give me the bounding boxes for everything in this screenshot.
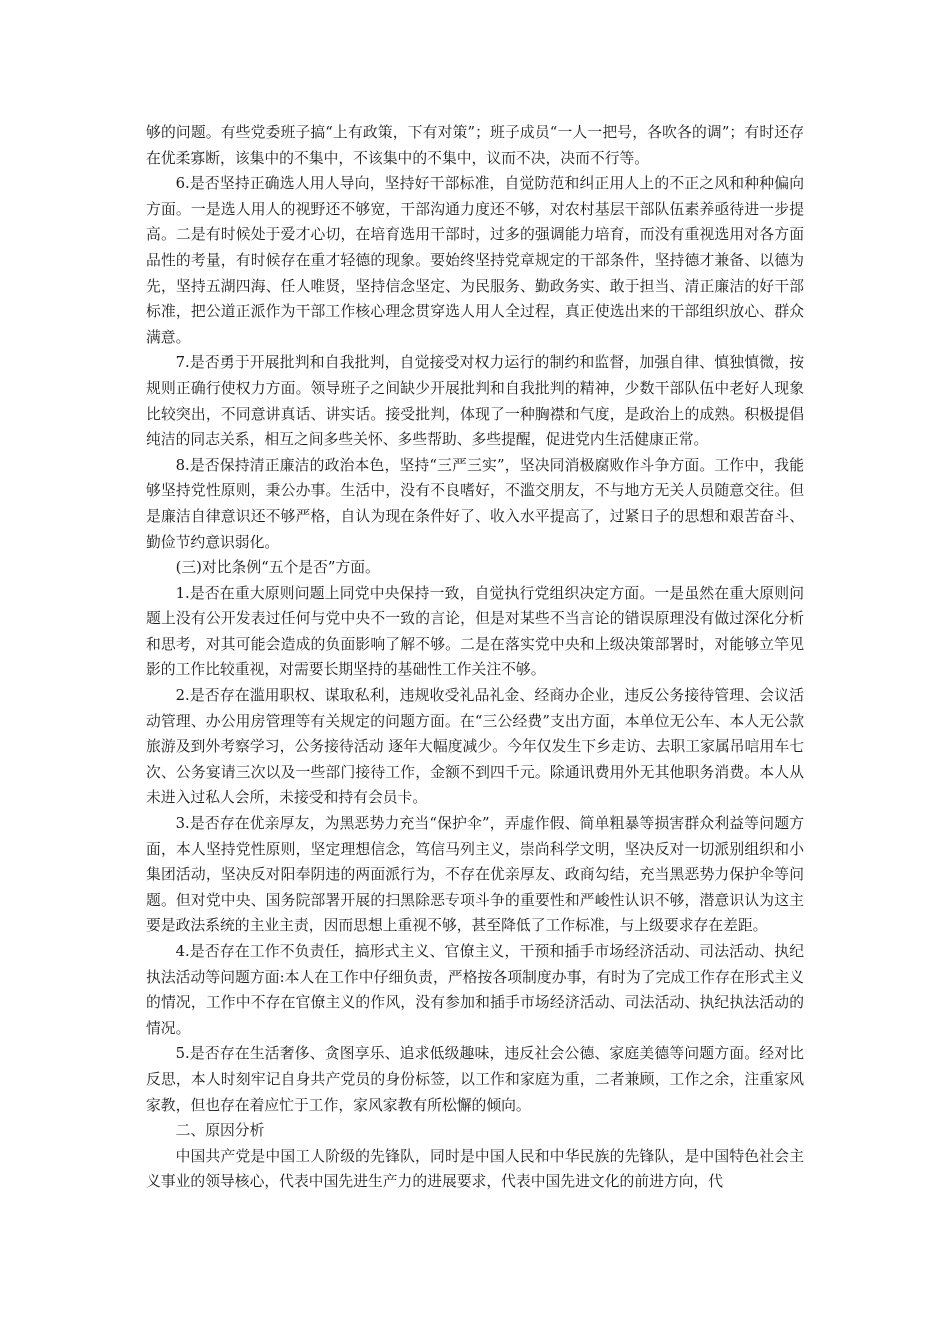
paragraph-item-8: 8.是否保持清正廉洁的政治本色，坚持“三严三实”，坚决同消极腐败作斗争方面。工作中，我能够坚持党性原则，秉公办事。生活中，没有不良嗜好，不滥交朋友，不与地方无关人员随意交往。但是廉洁自律意识还不够严格，自认为现在条件好了、收入水平提高了，过紧日子的思想和艰苦奋斗、勤俭节约意识弱化。 bbox=[146, 456, 804, 551]
document-body bbox=[146, 120, 804, 1195]
paragraph-cause-analysis: 中国共产党是中国工人阶级的先锋队，同时是中国人民和中华民族的先锋队，是中国特色社会主义事业的领导核心，代表中国先进生产力的进展要求，代表中国先进文化的前进方向，代 bbox=[146, 1147, 804, 1191]
paragraph-item-2: 2.是否存在滥用职权、谋取私利，违规收受礼品礼金、经商办企业，违反公务接待管理、会议活动管理、办公用房管理等有关规定的问题方面。在“三公经费”支出方面，本单位无公车、本人无公款旅游及到外考察学习，公务接待活动 逐年大幅度减少。今年仅发生下乡走访、去职工家属吊唁用车七次、公务宴请三次以及一些部门接待工作，金额不到四千元。除通讯费用外无其他职务消费。本人从未进入过私人会所，未接受和持有会员卡。 bbox=[146, 687, 804, 807]
section-heading-three: (三)对比条例“五个是否”方面。 bbox=[175, 559, 380, 577]
paragraph-item-5: 5.是否存在生活奢侈、贪图享乐、追求低级趣味，违反社会公德、家庭美德等问题方面。经对比反思，本人时刻牢记自身共产党员的身份标签，以工作和家庭为重，二者兼顾，工作之余，注重家风家教，但也存在着应忙于工作，家风家教有所松懈的倾向。 bbox=[146, 1045, 804, 1114]
paragraph-continuation: 够的问题。有些党委班子搞“上有政策，下有对策”；班子成员“一人一把号，各吹各的调”；有时还存在优柔寡断，该集中的不集中，不该集中的不集中，议而不决，决而不行等。 bbox=[146, 124, 804, 167]
paragraph-item-1: 1.是否在重大原则问题上同党中央保持一致，自觉执行党组织决定方面。一是虽然在重大原则问题上没有公开发表过任何与党中央不一致的言论，但是对某些不当言论的错误原理没有做过深化分析和思考，对其可能会造成的负面影响了解不够。二是在落实党中央和上级决策部署时，对能够立竿见影的工作比较重视，对需要长期坚持的基础性工作关注不够。 bbox=[146, 584, 804, 679]
paragraph-item-4: 4.是否存在工作不负责任，搞形式主义、官僚主义，干预和插手市场经济活动、司法活动、执纪执法活动等问题方面:本人在工作中仔细负责，严格按各项制度办事，有时为了完成工作存在形式主义的情况，工作中不存在官僚主义的作风，没有参加和插手市场经济活动、司法活动、执纪执法活动的情况。 bbox=[146, 943, 804, 1037]
section-heading-cause-analysis: 二、原因分析 bbox=[175, 1122, 265, 1140]
paragraph-item-7: 7.是否勇于开展批判和自我批判，自觉接受对权力运行的制约和监督，加强自律、慎独慎微，按规则正确行使权力方面。领导班子之间缺少开展批判和自我批判的精神，少数干部队伍中老好人现象比较突出，不同意讲真话、讲实话。接受批判，体现了一种胸襟和气度，是政治上的成熟。积极提倡纯洁的同志关系，相互之间多些关怀、多些帮助、多些提醒，促进党内生活健康正常。 bbox=[146, 354, 804, 449]
paragraph-item-3: 3.是否存在优亲厚友，为黑恶势力充当“保护伞”，弄虚作假、简单粗暴等损害群众利益等问题方面，本人坚持党性原则，坚定理想信念，笃信马列主义，崇尚科学文明，坚决反对一切派别组织和小集团活动，坚决反对阳奉阴违的两面派行为，不存在优亲厚友、政商勾结，充当黑恶势力保护伞等问题。但对党中央、国务院部署开展的扫黑除恶专项斗争的重要性和严峻性认识不够，潜意识认为这主要是政法系统的主业主责，因而思想上重视不够，甚至降低了工作标准，与上级要求存在差距。 bbox=[146, 815, 804, 935]
paragraph-item-6: 6.是否坚持正确选人用人导向，坚持好干部标准，自觉防范和纠正用人上的不正之风和种种偏向方面。一是选人用人的视野还不够宽，干部沟通力度还不够，对农村基层干部队伍素养亟待进一步提高。二是有时候处于爱才心切，在培育选用干部时，过多的强调能力培育，而没有重视选用对各方面品性的考量，有时候存在重才轻德的现象。要始终坚持党章规定的干部条件，坚持德才兼备、以德为先，坚持五湖四海、任人唯贤，坚持信念坚定、为民服务、勤政务实、敢于担当、清正廉洁的好干部标准，把公道正派作为干部工作核心理念贯穿选人用人全过程，真正使选出来的干部组织放心、群众满意。 bbox=[146, 175, 804, 346]
